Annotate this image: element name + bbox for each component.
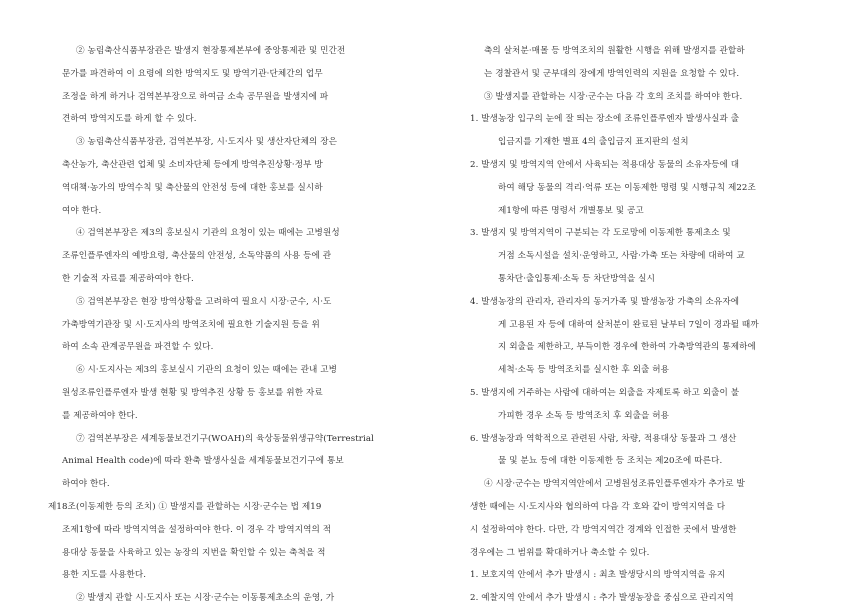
text-line: 지 외출을 제한하고, 부득이한 경우에 한하여 가축방역관의 통제하에 xyxy=(498,342,756,353)
text-line: 하여야 한다. xyxy=(62,479,110,490)
text-line: ④ 검역본부장은 제3의 홍보실시 기관의 요청이 있는 때에는 고병원성 xyxy=(76,228,340,239)
text-line: ② 발생지 관할 시·도지사 또는 시장·군수는 이동통제초소의 운영, 가 xyxy=(76,593,335,604)
text-line: 문가를 파견하여 이 요령에 의한 방역지도 및 방역기관·단체간의 업무 xyxy=(62,68,323,79)
text-line: 조정을 하게 하거나 검역본부장으로 하여금 소속 공무원을 발생지에 파 xyxy=(62,91,329,102)
text-line: 2. 예찰지역 안에서 추가 발생시 : 추가 발생농장을 중심으로 관리지역 xyxy=(470,593,734,604)
text-line: 4. 발생농장의 관리자, 관리자의 동거가족 및 발생농장 가축의 소유자에 xyxy=(470,296,740,307)
text-line: 거점 소독시설을 설치·운영하고, 사람·가축 또는 차량에 대하여 교 xyxy=(498,251,745,262)
text-line: 축산농가, 축산관련 업체 및 소비자단체 등에게 방역추진상황·정부 방 xyxy=(62,159,323,170)
text-line: 2. 발생지 및 방역지역 안에서 사육되는 적용대상 동물의 소유자등에 대 xyxy=(470,159,740,170)
text-line: 가축방역기관장 및 시·도지사의 방역조치에 필요한 기술지원 등을 위 xyxy=(62,319,320,330)
text-line: 하여 해당 동물의 격리·억류 또는 이동제한 명령 및 시행규칙 제22조 xyxy=(498,182,756,193)
text-line: ③ 농림축산식품부장관, 검역본부장, 시·도지사 및 생산자단체의 장은 xyxy=(76,137,338,148)
text-line: 1. 발생농장 입구의 눈에 잘 띄는 장소에 조류인플루엔자 발생사실과 출 xyxy=(470,114,740,125)
text-line: 3. 발생지 및 방역지역이 구분되는 각 도로망에 이동제한 통제초소 및 xyxy=(470,228,731,239)
text-line: 제18조(이동제한 등의 조치) ① 발생지를 관할하는 시장·군수는 법 제19 xyxy=(48,501,322,512)
text-line: 6. 발생농장과 역학적으로 관련된 사람, 차량, 적용대상 동물과 그 생산 xyxy=(470,433,737,444)
text-line: 시 설정하여야 한다. 다만, 각 방역지역간 경계와 인접한 곳에서 발생한 xyxy=(470,524,737,535)
text-line: 가피한 경우 소독 등 방역조치 후 외출을 허용 xyxy=(498,410,670,421)
text-line: 한 기술적 자료를 제공하여야 한다. xyxy=(62,273,194,284)
text-line: 조제1항에 따라 방역지역을 설정하여야 한다. 이 경우 각 방역지역의 적 xyxy=(62,524,332,535)
text-line: 생한 때에는 시·도지사와 협의하여 다음 각 호와 같이 방역지역을 다 xyxy=(470,501,726,512)
text-line: ⑤ 검역본부장은 현장 방역상황을 고려하여 필요시 시장·군수, 시·도 xyxy=(76,296,332,307)
text-line: 견하여 방역지도를 하게 할 수 있다. xyxy=(62,114,197,125)
text-line: 물 및 분뇨 등에 대한 이동제한 등 조치는 제20조에 따른다. xyxy=(498,456,723,467)
text-line: 를 제공하여야 한다. xyxy=(62,410,138,421)
text-line: ③ 발생지를 관할하는 시장·군수는 다음 각 호의 조치를 하여야 한다. xyxy=(484,91,743,102)
text-line: ⑦ 검역본부장은 세계동물보건기구(WOAH)의 육상동물위생규약(Terrestrial xyxy=(76,433,374,444)
text-line: 원성조류인플루엔자 발생 현황 및 방역추진 상황 등 홍보를 위한 자료 xyxy=(62,387,323,398)
right-column xyxy=(470,40,810,610)
text-line: ② 농림축산식품부장관은 발생지 현장통제본부에 중앙통제관 및 민간전 xyxy=(76,46,346,56)
text-line: 는 경찰관서 및 군부대의 장에게 방역인력의 지원을 요청할 수 있다. xyxy=(484,68,740,79)
text-line: 역대책·농가의 방역수칙 및 축산물의 안전성 등에 대한 홍보를 실시하 xyxy=(62,182,323,193)
text-line: 입금지를 기재한 별표 4의 출입금지 표지판의 설치 xyxy=(498,137,689,148)
text-line: 축의 살처분·매몰 등 방역조치의 원활한 시행을 위해 발생지를 관할하 xyxy=(484,46,745,56)
text-line: 세척·소독 등 방역조치를 실시한 후 외출 허용 xyxy=(498,365,670,376)
text-line: 1. 보호지역 안에서 추가 발생시 : 최초 발생당시의 방역지역을 유지 xyxy=(470,570,726,581)
text-line: 여야 한다. xyxy=(62,205,102,216)
text-line: ④ 시장·군수는 방역지역안에서 고병원성조류인플루엔자가 추가로 발 xyxy=(484,479,745,490)
left-column xyxy=(48,40,388,610)
text-line: 제1항에 따른 명령서 개별통보 및 공고 xyxy=(498,205,644,216)
text-line: 조류인플루엔자의 예방요령, 축산물의 안전성, 소독약품의 사용 등에 관 xyxy=(62,251,332,262)
text-line: Animal Health code)에 따라 환축 발생사실을 세계동물보건기구에 통보 xyxy=(62,456,344,467)
text-line: 게 고용된 자 등에 대하여 살처분이 완료된 날부터 7일이 경과될 때까 xyxy=(498,319,759,330)
text-line: 용대상 동물을 사육하고 있는 농장의 지번을 확인할 수 있는 축척을 적 xyxy=(62,547,326,558)
text-line: 용한 지도를 사용한다. xyxy=(62,570,147,581)
text-line: ⑥ 시·도지사는 제3의 홍보실시 기관의 요청이 있는 때에는 관내 고병 xyxy=(76,365,338,376)
text-line: 통차단·출입통제·소독 등 차단방역을 실시 xyxy=(498,273,655,284)
text-line: 5. 발생지에 거주하는 사람에 대하여는 외출을 자제토록 하고 외출이 불 xyxy=(470,387,740,398)
text-line: 경우에는 그 범위를 확대하거나 축소할 수 있다. xyxy=(470,547,650,558)
text-line: 하여 소속 관계공무원을 파견할 수 있다. xyxy=(62,342,214,353)
